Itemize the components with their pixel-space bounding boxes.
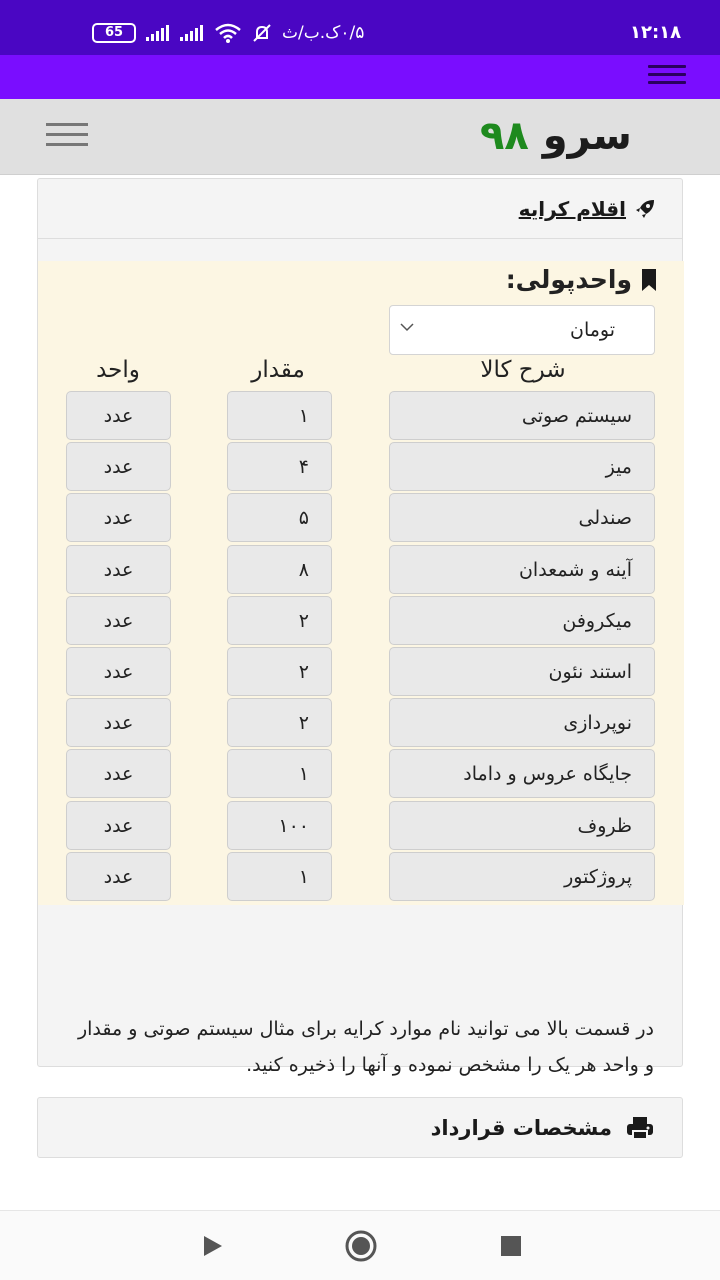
rocket-icon bbox=[634, 198, 656, 220]
currency-selected-value: تومان bbox=[570, 319, 616, 341]
item-quantity-input[interactable]: ۱ bbox=[227, 749, 332, 798]
recents-icon[interactable] bbox=[498, 1233, 524, 1259]
item-quantity-input[interactable]: ۴ bbox=[227, 442, 332, 491]
item-description-input[interactable]: نوپردازی bbox=[389, 698, 655, 747]
home-icon[interactable] bbox=[344, 1229, 378, 1263]
item-unit-input[interactable]: عدد bbox=[66, 647, 171, 696]
item-quantity-input[interactable]: ۵ bbox=[227, 493, 332, 542]
item-unit-input[interactable]: عدد bbox=[66, 493, 171, 542]
item-quantity-input[interactable]: ۱ bbox=[227, 852, 332, 901]
rental-items-panel bbox=[38, 261, 684, 1076]
item-unit-input[interactable]: عدد bbox=[66, 391, 171, 440]
bell-off-icon bbox=[252, 23, 272, 43]
brand-logo[interactable] bbox=[480, 113, 632, 159]
rental-items-card bbox=[37, 178, 683, 1076]
contract-title: مشخصات قرارداد bbox=[430, 1116, 612, 1140]
signal-icon bbox=[146, 25, 170, 41]
item-description-input[interactable]: آینه و شمعدان bbox=[389, 545, 655, 594]
contract-card[interactable] bbox=[37, 1097, 683, 1158]
top-app-bar bbox=[0, 55, 720, 99]
status-time: ۱۲:۱۸ bbox=[630, 22, 682, 43]
item-quantity-input[interactable]: ۱۰۰ bbox=[227, 801, 332, 850]
item-description-input[interactable]: سیستم صوتی bbox=[389, 391, 655, 440]
item-description-input[interactable]: میز bbox=[389, 442, 655, 491]
chevron-down-icon bbox=[398, 318, 416, 336]
brand-number: ۹۸ bbox=[480, 113, 529, 159]
item-description-input[interactable]: استند نئون bbox=[389, 647, 655, 696]
column-header-unit: واحد bbox=[96, 357, 140, 383]
hamburger-menu-icon[interactable] bbox=[46, 123, 88, 153]
column-header-quantity: مقدار bbox=[251, 357, 305, 383]
printer-icon bbox=[626, 1116, 654, 1140]
item-quantity-input[interactable]: ۲ bbox=[227, 698, 332, 747]
brand-name: سرو bbox=[542, 113, 632, 159]
bookmark-icon bbox=[640, 268, 658, 292]
menu-icon[interactable] bbox=[648, 65, 686, 91]
divider bbox=[38, 238, 682, 239]
system-nav-bar bbox=[0, 1210, 720, 1280]
item-description-input[interactable]: جایگاه عروس و داماد bbox=[389, 749, 655, 798]
item-unit-input[interactable]: عدد bbox=[66, 852, 171, 901]
signal-icon bbox=[180, 25, 204, 41]
currency-label: واحدپولی: bbox=[505, 265, 632, 294]
status-bar bbox=[0, 0, 720, 55]
item-quantity-input[interactable]: ۲ bbox=[227, 647, 332, 696]
currency-label-group bbox=[498, 265, 658, 294]
back-icon[interactable] bbox=[200, 1233, 226, 1259]
item-unit-input[interactable]: عدد bbox=[66, 801, 171, 850]
wifi-icon bbox=[214, 23, 242, 43]
help-note: در قسمت بالا می توانید نام موارد کرایه برای مثال سیستم صوتی و مقدار و واحد هر یک را مشخص نموده و آنها را ذخیره کنید. bbox=[77, 1018, 654, 1076]
item-quantity-input[interactable]: ۲ bbox=[227, 596, 332, 645]
item-quantity-input[interactable]: ۱ bbox=[227, 391, 332, 440]
item-description-input[interactable]: پروژکتور bbox=[389, 852, 655, 901]
rental-items-header bbox=[38, 179, 682, 239]
currency-select[interactable] bbox=[389, 305, 655, 355]
item-description-input[interactable]: صندلی bbox=[389, 493, 655, 542]
rental-items-link[interactable]: اقلام کرایه bbox=[518, 197, 626, 221]
column-header-description: شرح کالا bbox=[480, 357, 566, 383]
status-icons bbox=[92, 20, 364, 46]
network-speed: ۰/۵ک.ب/ث bbox=[282, 23, 365, 43]
item-description-input[interactable]: ظروف bbox=[389, 801, 655, 850]
item-unit-input[interactable]: عدد bbox=[66, 442, 171, 491]
item-quantity-input[interactable]: ۸ bbox=[227, 545, 332, 594]
item-unit-input[interactable]: عدد bbox=[66, 698, 171, 747]
item-unit-input[interactable]: عدد bbox=[66, 749, 171, 798]
battery-icon: 65 bbox=[92, 23, 136, 43]
item-description-input[interactable]: میکروفن bbox=[389, 596, 655, 645]
site-header bbox=[0, 99, 720, 175]
contract-header[interactable] bbox=[38, 1098, 682, 1158]
item-unit-input[interactable]: عدد bbox=[66, 545, 171, 594]
item-unit-input[interactable]: عدد bbox=[66, 596, 171, 645]
